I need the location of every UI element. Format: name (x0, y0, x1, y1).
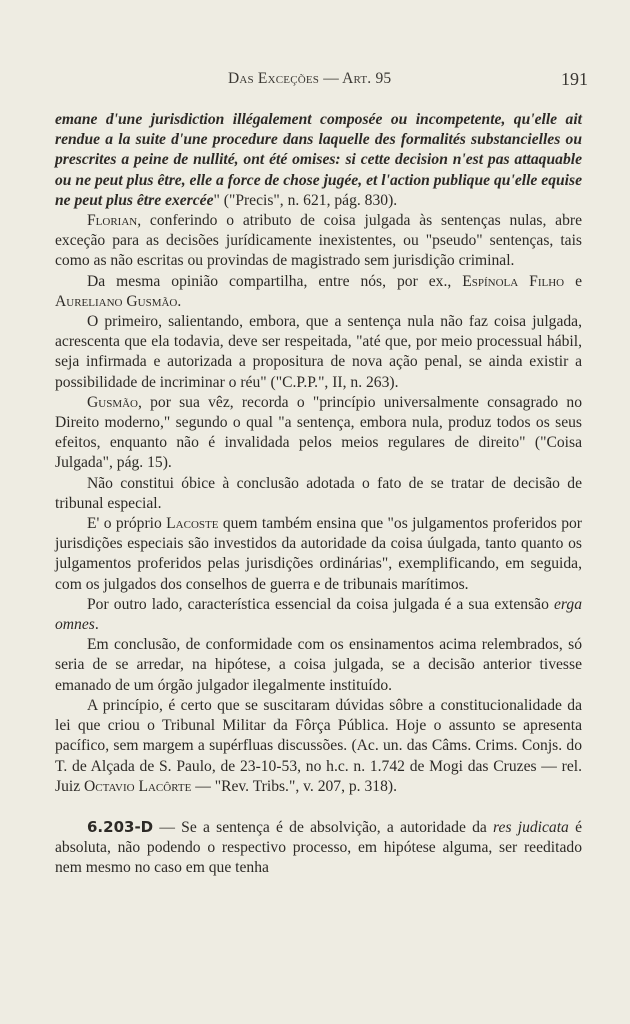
paragraph-lacoste (55, 514, 582, 595)
author-name: Octavio Lacôrte (84, 777, 192, 795)
connector: e (564, 272, 582, 290)
paragraph-text: , conferindo o atributo de coisa julgada às sentenças nulas, abre exceção para as decisões jurídicamente inexistentes, ou "pseudo" sentenças, tais como as não escritas ou provindas de magistrado sem jurisdição criminal. (55, 212, 582, 270)
paragraph-mesma-opiniao (55, 272, 582, 312)
section-text: — Se a sentença é de absolvição, a autoridade da (153, 818, 494, 836)
paragraph-conclusao: Em conclusão, de conformidade com os ensinamentos acima relembrados, só seria de se arredar, na hipótese, a coisa julgada, se a decisão anterior tivesse emanado de um órgão julgador ilegalmente instituído. (55, 636, 582, 694)
paragraph-french-quote (55, 110, 582, 211)
paragraph-primeiro: O primeiro, salientando, embora, que a sentença nula não faz coisa julgada, acrescenta que ela todavia, deve ser respeitada, "até que, por meio processual hábil, seja infirmada e autorizada a propositura de nova ação penal, se ainda existir a possibilidade de incriminar o réu" ("C.P.P.", II, n. 263). (55, 313, 582, 391)
paragraph-text: — "Rev. Tribs.", v. 207, p. 318). (191, 777, 397, 795)
paragraph-text: . (177, 292, 182, 310)
page-body (55, 110, 582, 879)
paragraph-text: Por outro lado, característica essencial da coisa julgada é a sua extensão (87, 595, 554, 613)
page-number: 191 (561, 69, 588, 89)
section-spacer (55, 797, 582, 817)
paragraph-text: Da mesma opinião compartilha, entre nós, por ex., (87, 272, 463, 290)
author-name: Espínola Filho (462, 272, 565, 290)
paragraph-text: . (94, 616, 99, 634)
author-name: Gusmão (87, 393, 138, 411)
paragraph-text: E' o próprio (87, 515, 167, 533)
paragraph-text: A princípio, é certo que se suscitaram dúvidas sôbre a constitucionalidade da lei que criou o Tribunal Militar da Fôrça Pública. Hoje o assunto se apresenta pacífico, sem margem a supérfluas discussões. (Ac. un. das Câms. Crims. Conjs. do T. de Alçada de S. Paulo, de 23-10-53, no h.c. n. 1.742 de Mogi das Cruzes — rel. Juiz (55, 696, 582, 795)
section-number: 6.203-D (87, 817, 154, 836)
paragraph-erga-omnes (55, 595, 582, 635)
paragraph-principio (55, 696, 582, 797)
latin-term: erga omnes (55, 595, 582, 634)
citation: " ("Precis", n. 621, pág. 830). (213, 191, 398, 209)
section-6-203-d (55, 817, 582, 879)
latin-term: res judicata (493, 818, 569, 836)
paragraph-gusmao (55, 393, 582, 474)
author-name: Aureliano Gusmão (55, 292, 178, 310)
french-quote-text: emane d'une jurisdiction illégalement composée ou incompetente, qu'elle ait rendue a la suite d'une procedure dans laquelle des formalités substancielles ou prescrites a peine de nullité, ont été omises: si cette decision n'est pas attaquable ou ne peut plus être, elle a force de chose jugée, et l'action publique qu'elle equise ne peut plus être exercée (55, 111, 582, 209)
section-text: é absoluta, não podendo o respectivo processo, em hipótese alguma, ser reeditado nem mesmo no caso em que tenha (55, 818, 583, 877)
page-header (0, 70, 630, 94)
paragraph-florian (55, 211, 582, 272)
paragraph-text: , por sua vêz, recorda o "princípio universalmente consagrado no Direito moderno," segundo o qual "a sentença, embora nula, produz todos os seus efeitos, enquanto não é invalidada pelos meios regulares de direito" ("Coisa Julgada", pág. 15). (55, 393, 582, 472)
paragraph-text: quem também ensina que "os julgamentos proferidos por jurisdições especiais são investidos da autoridade da coisa úulgada, tanto quanto os julgamentos proferidos pelas jurisdições ordinárias", exemplificando, em seguida, com os julgados dos conselhos de guerra e de tribunais marítimos. (55, 515, 582, 593)
author-name: Lacoste (166, 515, 219, 533)
author-name: Florian (87, 212, 138, 230)
paragraph-obice: Não constitui óbice à conclusão adotada o fato de se tratar de decisão de tribunal especial. (55, 474, 582, 512)
running-head: Das Exceções — Art. 95 (228, 70, 392, 87)
